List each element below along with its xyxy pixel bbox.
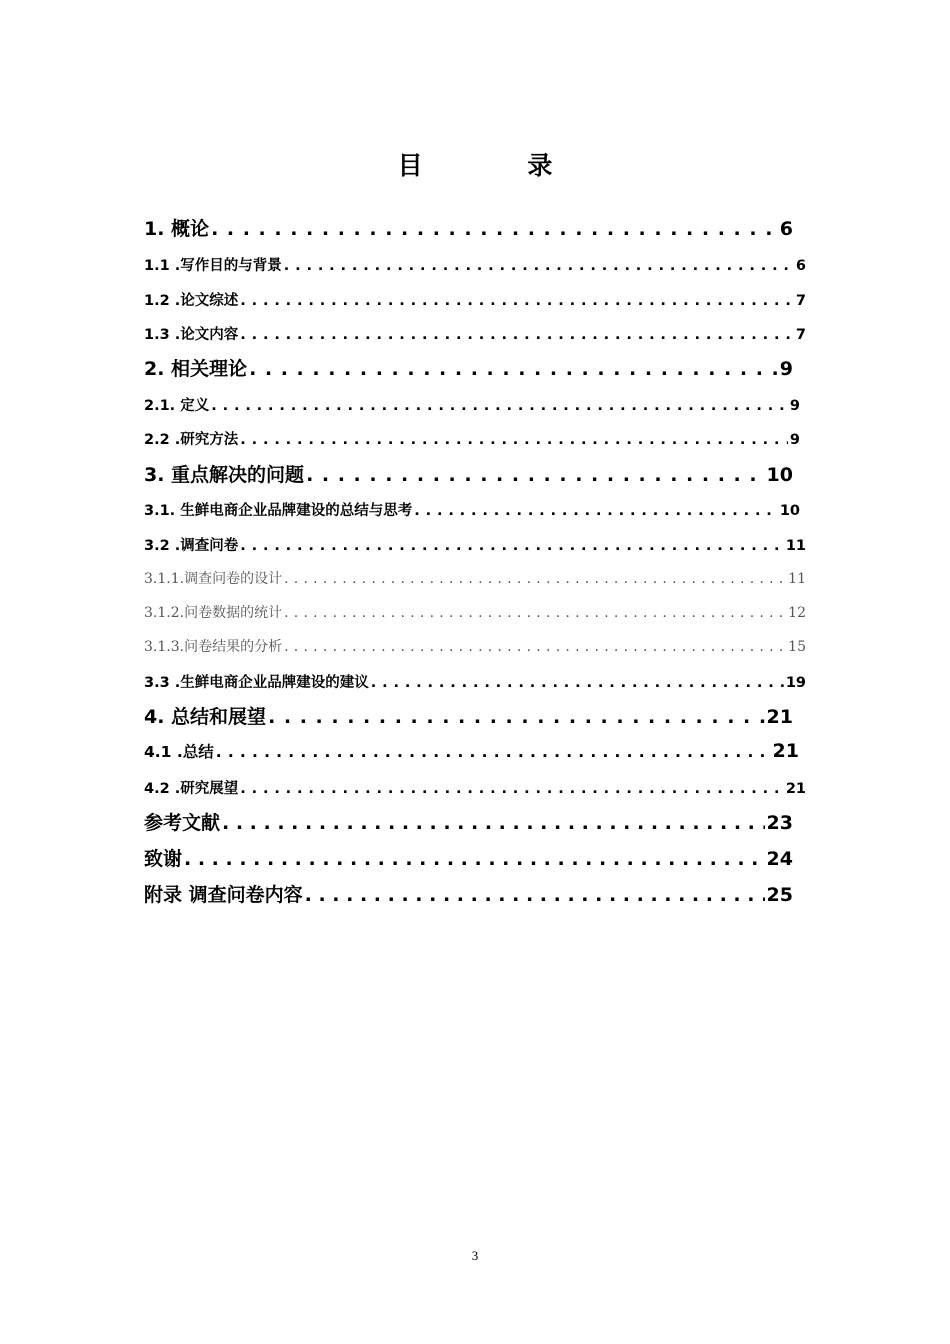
toc-entry-page: 21 (772, 740, 799, 762)
toc-entry-1[interactable] (144, 214, 793, 241)
toc-entry-label: 3.1.3.问卷结果的分析 (144, 639, 283, 655)
toc-entry-page: 11 (785, 538, 806, 554)
dot-leader (211, 218, 778, 240)
dot-leader (184, 848, 765, 870)
dot-leader (240, 293, 794, 309)
toc-entry-page: 9 (779, 358, 793, 380)
dot-leader (240, 327, 794, 343)
toc-entry-1-3[interactable] (144, 323, 806, 344)
page-number: 3 (471, 1248, 479, 1263)
toc-entry-references[interactable] (144, 808, 793, 835)
toc-entry-3-2[interactable] (144, 534, 806, 555)
toc-entry-4[interactable] (144, 702, 793, 729)
dot-leader (222, 812, 765, 834)
toc-title: 目 录 (397, 151, 601, 180)
toc-entry-3-1-3[interactable] (144, 636, 806, 656)
toc-entry-label: 3.2 .调查问卷 (144, 538, 239, 554)
toc-entry-2[interactable] (144, 354, 793, 381)
toc-entry-acknowledgements[interactable] (144, 844, 793, 871)
toc-entry-page: 19 (785, 675, 806, 691)
dot-leader (268, 706, 764, 728)
toc-entry-label: 参考文献 (144, 812, 221, 834)
dot-leader (284, 571, 786, 587)
toc-entry-2-1[interactable] (144, 394, 800, 415)
toc-entry-label: 3.1.2.问卷数据的统计 (144, 605, 283, 621)
toc-entry-page: 9 (789, 432, 800, 448)
toc-entry-page: 21 (785, 781, 806, 797)
toc-entry-label: 1.1 .写作目的与背景 (144, 258, 282, 274)
toc-entry-page: 23 (766, 812, 793, 834)
dot-leader (284, 639, 786, 655)
toc-entry-label: 1.2 .论文综述 (144, 293, 239, 309)
toc-entry-label: 4. 总结和展望 (144, 706, 267, 728)
toc-entry-3-1[interactable] (144, 499, 800, 520)
dot-leader (216, 743, 771, 761)
toc-entry-1-1[interactable] (144, 254, 806, 275)
toc-entry-label: 附录 调查问卷内容 (144, 884, 303, 906)
toc-entry-label: 3.1. 生鲜电商企业品牌建设的总结与思考 (144, 503, 413, 519)
dot-leader (284, 258, 794, 274)
toc-entry-page: 7 (795, 327, 806, 343)
toc-entry-page: 25 (766, 884, 793, 906)
toc-entry-page: 9 (789, 398, 800, 414)
toc-entry-label: 4.1 .总结 (144, 743, 214, 761)
toc-entry-label: 1.3 .论文内容 (144, 327, 239, 343)
toc-entry-appendix[interactable] (144, 880, 793, 907)
toc-entry-label: 2.2 .研究方法 (144, 432, 239, 448)
dot-leader (306, 464, 764, 486)
toc-entry-label: 3.3 .生鲜电商企业品牌建设的建议 (144, 675, 369, 691)
toc-entry-page: 6 (779, 218, 793, 240)
dot-leader (240, 538, 784, 554)
toc-entry-page: 11 (788, 571, 806, 587)
toc-entry-page: 21 (766, 706, 793, 728)
dot-leader (240, 432, 788, 448)
toc-entry-3-1-2[interactable] (144, 602, 806, 622)
toc-entry-page: 10 (779, 503, 800, 519)
toc-entry-4-2[interactable] (144, 777, 806, 798)
toc-entry-label: 2. 相关理论 (144, 358, 248, 380)
toc-entry-3[interactable] (144, 460, 793, 487)
toc-entry-label: 3.1.1.调查问卷的设计 (144, 571, 283, 587)
dot-leader (414, 503, 778, 519)
dot-leader (249, 358, 778, 380)
dot-leader (211, 398, 788, 414)
toc-entry-page: 6 (795, 258, 806, 274)
toc-entry-page: 7 (795, 293, 806, 309)
toc-entry-3-3[interactable] (144, 671, 806, 692)
toc-entry-2-2[interactable] (144, 428, 800, 449)
toc-entry-3-1-1[interactable] (144, 568, 806, 588)
toc-entry-label: 4.2 .研究展望 (144, 781, 239, 797)
dot-leader (284, 605, 786, 621)
toc-entry-page: 12 (788, 605, 806, 621)
toc-entry-page: 24 (766, 848, 793, 870)
toc-entry-4-1[interactable] (144, 740, 799, 762)
dot-leader (371, 675, 784, 691)
toc-entry-label: 1. 概论 (144, 218, 210, 240)
dot-leader (240, 781, 784, 797)
toc-entry-label: 3. 重点解决的问题 (144, 464, 305, 486)
toc-entry-page: 15 (788, 639, 806, 655)
toc-entry-1-2[interactable] (144, 289, 806, 310)
dot-leader (305, 884, 765, 906)
toc-entry-label: 致谢 (144, 848, 183, 870)
toc-entry-page: 10 (766, 464, 793, 486)
toc-entry-label: 2.1. 定义 (144, 398, 210, 414)
